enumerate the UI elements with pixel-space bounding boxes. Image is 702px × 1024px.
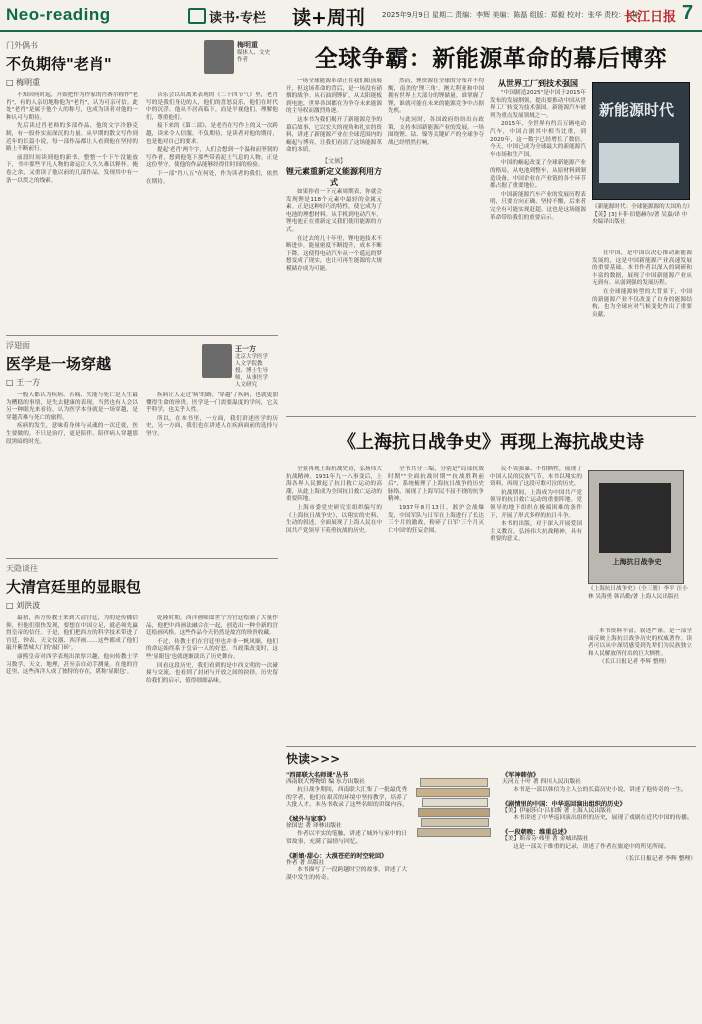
stacked-book xyxy=(420,778,488,787)
paragraph: 民不畏强暴、不怕牺牲，展现了中国人民的民族气节。本书以翔实的资料，再现了这段可歌可泣的历史。 xyxy=(490,466,582,488)
item-desc: 作者以平实的笔触，讲述了城外与家中的日常故事，充满了温情与回忆。 xyxy=(286,830,408,845)
list-item xyxy=(286,851,410,883)
paragraph: 一般人都认为疾病、苦痛、失能与死亡是人生最为糟糕的事情，是失去健康的表现。当然也有人会以另一种眼光来看待，认为医学本身就是一场穿越，是穿越苦难与死亡的旅程。 xyxy=(6,392,138,421)
stacked-book xyxy=(417,828,491,837)
paragraph: 本书的出版，对于深入开展爱国主义教育，弘扬伟大抗战精神，具有重要的意义。 xyxy=(490,521,582,543)
article-body xyxy=(6,392,278,572)
paragraph: 中国新能源汽车产业的发展历程表明，只要方向正确、坚持不懈，后来者完全有可能实现赶超。这也是这场能源革命带给我们的重要启示。 xyxy=(490,191,586,221)
paragraph: 2015年，全世界有约百万辆电动汽车，中国占据其中相当比重，到2020年，这一数字已经增长了数倍。今天，中国已成为全球最大的新能源汽车市场和生产国。 xyxy=(490,121,586,158)
section-divider xyxy=(286,416,696,417)
quick-reads-list-right xyxy=(502,770,696,864)
paragraph: 音乐会以出离来表现的《二十四节气》里，老肖写的是我们身边的人，他们的喜怒哀乐，他们在时代中的沉浮。他从不居高临下，而是平视他们，理解他们，尊重他们。 xyxy=(146,92,278,121)
masthead: 长江日报 xyxy=(624,10,677,25)
quick-reads-arrows: >>> xyxy=(310,752,341,766)
byline-name: 王一方 xyxy=(16,378,41,387)
paragraph: 中国的崛起改变了全球新能源产业的格局。从电池到整车，从原材料到制造设备，中国企业在产业链的各个环节都占据了重要地位。 xyxy=(490,160,586,190)
paragraph: 下一部"肖八五"在何处，作为读者的我们，依然在期待。 xyxy=(146,170,278,185)
main-headline-2: 《上海抗日战争史》再现上海抗战史诗 xyxy=(338,432,644,453)
main1-col-c xyxy=(490,78,586,408)
stacked-book xyxy=(422,798,488,807)
item-desc: 抗日战争期间，西南联大汇集了一批最优秀的学者，他们在艰苦的环境中坚持教学，培养了大批人才。本丛书收录了这些名师的讲课内容。 xyxy=(286,786,408,809)
paragraph: 不知因何时起，开始把作为作家的肖赛尔称作"老肖"，有的人亲切地称他为"老肖"，认为可亲可信。此处"老肖"是属于他个人的称号，也成为读者对他的一种认可与期待。 xyxy=(6,92,138,121)
paragraph: 然而，锂资源在全球的分布并不均衡，南美的'锂三角'、澳大利亚和中国拥有世界上大部分的锂储量。谁掌握了锂，谁就可能在未来的能源竞争中占据先机。 xyxy=(388,78,484,115)
article-column-3 xyxy=(6,558,278,1023)
weekly-logo: 读+周刊 xyxy=(292,7,365,29)
article-kicker: 天隐谈往 xyxy=(6,564,38,573)
article-body xyxy=(6,615,278,1015)
article-byline: □ 刘洪波 xyxy=(6,601,41,610)
paragraph: 康熙皇帝对西学表现出浓厚兴趣，他向传教士学习数学、天文、地理，甚至亲自动手测量。在他的宫廷里，这些西洋人成了独特的存在，堪称'显眼包'。 xyxy=(6,653,138,676)
item-desc: 本书是一部以韩信为主人公的长篇历史小说，讲述了他传奇的一生。 xyxy=(513,786,687,793)
article-column-1 xyxy=(6,40,278,330)
byline-name: 梅明重 xyxy=(16,78,41,87)
main2-col-d xyxy=(588,628,692,742)
book-cover-art xyxy=(599,143,679,183)
item-title: 《新娘·甜心：大漠苍茫的时空轮回》 xyxy=(286,852,388,860)
paragraph: 一场全球能源革命正在我们眼前展开，但这场革命的背后，是一场没有硝烟的战争。从石油到锂矿，从太阳能板到电池，世界各国都在为争夺未来能源的主导权而激烈角逐。 xyxy=(286,78,382,115)
paragraph: 这本书为我们揭开了新能源竞争的幕后故事，它以宏大的视角和扎实的资料，讲述了新能源产业在全球范围内的崛起与博弈，让我们看清了这场能源革命的本质。 xyxy=(286,116,382,154)
byline-name: 刘洪波 xyxy=(16,601,41,610)
paragraph: 所以，在本书里，一方面，我们讲述医学的历史，另一方面，我们也在讲述人在疾病面前的选择与坚守。 xyxy=(146,415,278,437)
item-title: 《军神韩信》 xyxy=(502,772,540,779)
brand-label: Neo-reading xyxy=(6,5,111,24)
author-box xyxy=(204,40,280,74)
page-number: 7 xyxy=(682,2,694,24)
list-item xyxy=(502,770,696,795)
book-cover-label: 上海抗日战争史 xyxy=(612,557,662,566)
book-caption-2: 《上海抗日战争史》（全三册）李平 汪小林 吴海勇 韩昌勤/著 上海人民出版社 xyxy=(588,586,688,600)
item-meta: 西南联大博物馆 编 东方出版社 xyxy=(286,779,366,785)
paragraph: 上海市委党史研究室组织编写的《上海抗日战争史》，以翔实的史料、生动的叙述，全面展现了上海人民在中国共产党领导下英勇抗战的历史。 xyxy=(286,504,382,534)
item-desc: 本书描写了一段跨越时空的故事，讲述了大漠中发生的传奇。 xyxy=(286,867,408,882)
paragraph: 疾病让人走过'病'的路，'穿越'了疾病，也就更加懂得生命的珍贵。医学是一门需要温度的学问，它关乎科学，也关乎人性。 xyxy=(146,392,278,414)
author-name: 王一方 xyxy=(235,345,256,353)
section-divider xyxy=(286,746,696,747)
item-desc: 本书讲述了中华巡回演出组织的历史，展现了戏剧在近代中国的传播。 xyxy=(513,815,693,822)
stacked-book xyxy=(418,808,490,817)
article-kicker: 门外偶书 xyxy=(6,41,38,50)
author-photo xyxy=(204,40,234,74)
main1-col-a xyxy=(286,78,382,408)
quick-reads-label: 快读 xyxy=(286,752,311,766)
issue-date: 2025年9月9日 星期二 责编：李辉 美编：陈磊 组版：郑毅 校对：张华 责校：毛栋 xyxy=(382,11,640,19)
item-title: 《城外与家事》 xyxy=(286,816,330,824)
book-cover-2 xyxy=(588,470,684,584)
book-cover-title: 新能源时代 xyxy=(599,101,675,119)
paragraph: 在全球能源转型的大背景下，中国的新能源产业不仅改变了自身的能源结构，也为全球应对气候变化作出了重要贡献。 xyxy=(592,288,692,318)
paragraph: 乾隆时期，西洋画师郎世宁为宫廷绘制了大量作品，他把中西画法融合在一起，创造出一种全新的宫廷绘画风格。这些作品今天仍然是故宫的珍贵收藏。 xyxy=(146,615,278,637)
book-cover-1 xyxy=(592,82,690,200)
article-kicker: 浮翅面 xyxy=(6,341,30,350)
paragraph: 全书共分三编，分别是"局部抗战时期""全面抗战时期""抗战胜利前后"，系统梳理了上海抗日战争的历史脉络，展现了上海军民不屈不挠的抗争精神。 xyxy=(388,466,484,503)
article-title: 不负期待"老肖" xyxy=(6,55,112,73)
item-meta: 天河五十叶 著 四川人民出版社 xyxy=(502,779,582,785)
paragraph: 全景再现上海抗战史诗，弘扬伟大抗战精神。1931年九一八事变后，上海各界人民掀起了抗日救亡运动的高潮，从此上海成为全国抗日救亡运动的重要阵地。 xyxy=(286,466,382,503)
page-header xyxy=(0,0,702,32)
author-desc: 媒体人、文史作者 xyxy=(237,50,271,63)
paragraph: "中国制造2025"是中国于2015年发布的发展纲领，提出要推动中国从世界工厂转变为技术强国。新能源汽车被列为重点发展领域之一。 xyxy=(490,90,586,119)
article-title: 大清宫廷里的显眼包 xyxy=(6,578,142,596)
item-title: 《一段朝晚：维重总述》 xyxy=(502,829,571,837)
paragraph: 接下来的《第二部》，是老肖在写作上的又一次跨越，读来令人信服。不负期待，是读者对他的期待，也是他对自己的要求。 xyxy=(146,123,278,145)
section-subhead: 从世界工厂到技术强国 xyxy=(498,79,578,88)
paragraph: 提起'老肖'两个字，人们会想到一个温和而坚韧的写作者，想到他笔下那些带着泥土气息的人物。正是这份坚守，使他的作品能够经得住时间的检验。 xyxy=(146,147,278,169)
book-stack-image xyxy=(416,772,496,852)
author-desc: 北京大学医学人文学院教授、博士生导师，从事医学人文研究 xyxy=(235,354,269,388)
item-meta: 徐国忠 著 译林出版社 xyxy=(286,823,342,830)
paragraph: 1937年8月13日，淞沪会战爆发，中国军队与日军在上海进行了长达三个月的激战，粉碎了日军'三个月灭亡中国'的狂妄企图。 xyxy=(388,504,484,534)
paragraph: 回看这段历史，我们看到的是中西文明的一次碰撞与交流，也看到了封闭与开放之间的抉择。历史留给我们的启示，值得细细品味。 xyxy=(146,662,278,684)
list-item xyxy=(286,770,410,810)
paragraph: （长江日报记者 李辉 整理） xyxy=(599,659,670,666)
item-meta: 【美】斯蒂芬·弗里 著 金城出版社 xyxy=(502,836,589,843)
author-photo xyxy=(202,344,232,378)
main2-col-a xyxy=(286,466,382,742)
item-title: "西部联大名师课"丛书 xyxy=(286,772,349,779)
paragraph: 在中国，是中国以决心推动新能源发展的，这是中国新能源产业高速发展的重要基础。本书作者以深入的调研和丰富的数据，展现了中国新能源产业从无到有、从弱到强的发展历程。 xyxy=(592,250,692,287)
quick-reads-list-left xyxy=(286,770,410,887)
article-byline: □ 梅明重 xyxy=(6,78,41,87)
quick-reads-title xyxy=(286,750,340,767)
quick-reads xyxy=(286,750,696,1020)
paragraph: 疾病的发生，意味着身体与灵魂的一次迁徙，医生要做的，不只是治疗，更是陪伴，陪伴病人穿越那段黑暗的时光。 xyxy=(6,423,138,445)
section-label xyxy=(188,7,266,26)
list-item xyxy=(502,799,696,824)
paragraph: 前段时间读到他的新书，整整一个下午没能放下，书中那些平凡人物的命运让人久久难以释怀。掩卷之余，又重读了他以前的几部作品，发现其中有一条一以贯之的线索。 xyxy=(6,154,138,184)
section-text: 读书·专栏 xyxy=(209,11,266,26)
paragraph: 如果你看一下元素周期表，你就会发现锂是118个元素中最轻的金属元素。正是这种轻巧的特性，使它成为了电池的理想材料。从手机到电动汽车，锂电池正在重新定义我们使用能源的方式。 xyxy=(286,188,382,233)
article-column-2 xyxy=(6,335,278,560)
item-meta: 【美】伊丽莎白·吕伯斯 著 上海人民出版社 xyxy=(502,807,612,814)
item-title: 《剧情里的中国：中华巡回演出组织的历史》 xyxy=(502,800,626,808)
paragraph: 抗战期间，上海成为中国共产党领导的抗日救亡运动的重要阵地。党领导的地下组织在极端困难的条件下，开展了形式多样的抗日斗争。 xyxy=(490,489,582,519)
paragraph: 最初，西方传教士来到大清宫廷，为的是传播信仰，但他们很快发现，要想在中国立足，就必须先赢得皇帝的信任。于是，他们把西方的科学技术带进了宫廷，钟表、天文仪器、西洋画……这些都成了他们敲开紫禁城大门的'敲门砖'。 xyxy=(6,615,138,652)
article-title: 医学是一场穿越 xyxy=(6,355,112,373)
article-byline: □ 王一方 xyxy=(6,378,41,387)
article-body xyxy=(6,92,278,342)
paragraph: 在过去的几十年里，锂电池技术不断进步，能量密度不断提升，成本不断下降。这使得电动汽车从一个遥远的梦想变成了现实，也让可再生能源的大规模储存成为可能。 xyxy=(286,235,382,272)
list-item xyxy=(502,827,696,852)
item-meta: 作者 著 出版社 xyxy=(286,859,325,866)
list-item xyxy=(286,814,410,846)
paragraph: 本书资料丰富，叙述严谨，是一部全面反映上海抗日战争历史的权威著作。读者可以从中深切感受到先辈们为民族独立和人民解放所付出的巨大牺牲。 xyxy=(588,628,692,657)
main-headline-1: 全球争霸：新能源革命的幕后博弈 xyxy=(314,46,668,72)
quick-reads-footer: （长江日报记者 李辉 整理） xyxy=(622,855,696,862)
author-caption xyxy=(237,40,271,64)
main1-col-b xyxy=(388,78,484,408)
book-cover-art xyxy=(599,483,671,553)
section-subhead: 锂元素重新定义能源利用方式 xyxy=(286,166,382,187)
main1-col-d xyxy=(592,250,692,408)
main2-col-b xyxy=(388,466,484,742)
author-box xyxy=(202,344,280,389)
item-desc: 这是一部关于维重的记录，讲述了作者在旅途中的所见所闻。 xyxy=(513,843,670,850)
author-name: 梅明重 xyxy=(237,41,258,49)
book-icon xyxy=(188,8,206,24)
paragraph: 先后读过肖老师的多部作品，他的文字冷静克制，有一股朴实而深沉的力量。从早期的散文写作到近年的长篇小说，每一部作品都让人看到他在坚持的路上不断前行。 xyxy=(6,123,138,153)
stacked-book xyxy=(416,788,490,797)
main2-col-c xyxy=(490,466,582,742)
author-caption xyxy=(235,344,269,389)
book-caption-1: 《新能源时代：全球能源源的大国角力》【英】[3]卡菲·伯德赫尔/著 吴嘉/译 中央编译出版社 xyxy=(592,204,690,226)
paragraph: 不过，传教士们在宫廷里也并非一帆风顺，他们的命运始终系于皇帝一人的好恶。当政策改变时，这些'显眼包'也就逐渐淡出了历史舞台。 xyxy=(146,638,278,660)
stacked-book xyxy=(421,818,489,827)
excerpt-note: 【文摘】 xyxy=(321,157,346,165)
paragraph: 与此同时，各国政府纷纷出台政策，支持本国新能源产业的发展。一场围绕锂、钴、镍等关键矿产的全球争夺战已经悄然打响。 xyxy=(388,116,484,146)
